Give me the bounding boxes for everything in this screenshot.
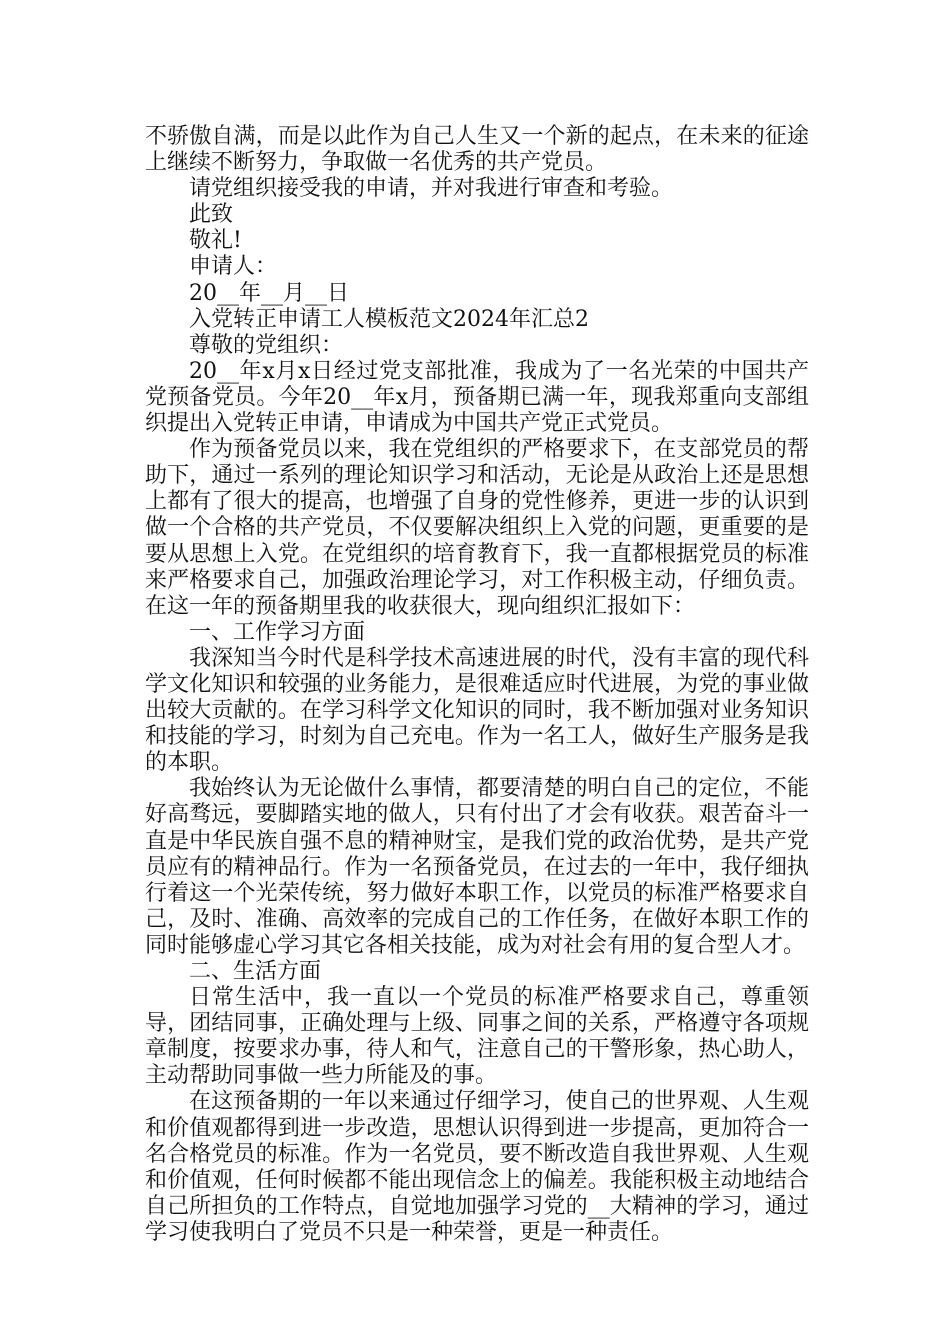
- paragraph-2: 作为预备党员以来，我在党组织的严格要求下，在支部党员的帮助下，通过一系列的理论知识学习和活动，无论是从政治上还是思想上都有了很大的提高，也增强了自身的党性修养，更进一步的认识到做一个合格的共产党员，不仅要解决组织上入党的问题，更重要的是要从思想上入党。在党组织的培育教育下，我一直都根据党员的标准来严格要求自己，加强政治理论学习，对工作积极主动，仔细负责。在这一年的预备期里我的收获很大，现向组织汇报如下：: [145, 437, 809, 619]
- paragraph-4: 我始终认为无论做什么事情，都要清楚的明白自己的定位，不能好高骛远，要脚踏实地的做人，只有付出了才会有收获。艰苦奋斗一直是中华民族自强不息的精神财宝，是我们党的政治优势，是共产党员应有的精神品行。作为一名预备党员，在过去的一年中，我仔细执行着这一个光荣传统，努力做好本职工作，以党员的标准严格要求自己，及时、准确、高效率的完成自己的工作任务，在做好本职工作的同时能够虚心学习其它各相关技能，成为对社会有用的复合型人才。: [145, 776, 809, 958]
- salutation: 尊敬的党组织：: [189, 332, 344, 358]
- closing-line-1: 此致: [189, 202, 234, 228]
- date-line: 20__年__月__日: [189, 280, 349, 306]
- paragraph-intro-end: 不骄傲自满，而是以此作为自己人生又一个新的起点，在未来的征途上继续不断努力，争取做一名优秀的共产党员。: [145, 124, 809, 176]
- document-page: [145, 124, 809, 1246]
- paragraph-6: 在这预备期的一年以来通过仔细学习，使自己的世界观、人生观和价值观都得到进一步改造，思想认识得到进一步提高，更加符合一名合格党员的标准。作为一名党员，要不断改造自我世界观、人生观和价值观，任何时候都不能出现信念上的偏差。我能积极主动地结合自己所担负的工作特点，自觉地加强学习党的__大精神的学习，通过学习使我明白了党员不只是一种荣誉，更是一种责任。: [145, 1089, 809, 1245]
- document-title: 入党转正申请工人模板范文2024年汇总2: [189, 306, 589, 332]
- applicant-line: 申请人：: [189, 254, 278, 280]
- section-heading-life: 二、生活方面: [189, 959, 322, 984]
- paragraph-3: 我深知当今时代是科学技术高速进展的时代，没有丰富的现代科学文化知识和较强的业务能力，是很难适应时代进展，为党的事业做出较大贡献的。在学习科学文化知识的同时，我不断加强对业务知识和技能的学习，时刻为自己充电。作为一名工人，做好生产服务是我的本职。: [145, 645, 809, 776]
- closing-line-2: 敬礼!: [189, 228, 242, 254]
- paragraph-1: 20__年x月x日经过党支部批准，我成为了一名光荣的中国共产党预备党员。今年20__年x月，预备期已满一年，现我郑重向支部组织提出入党转正申请，申请成为中国共产党正式党员。: [145, 358, 809, 437]
- section-heading-work-study: 一、工作学习方面: [189, 619, 366, 645]
- paragraph-request: 请党组织接受我的申请，并对我进行审查和考验。: [189, 176, 674, 202]
- paragraph-5: 日常生活中，我一直以一个党员的标准严格要求自己，尊重领导，团结同事，正确处理与上级、同事之间的关系，严格遵守各项规章制度，按要求办事，待人和气，注意自己的干警形象，热心助人，主动帮助同事做一些力所能及的事。: [145, 985, 809, 1089]
